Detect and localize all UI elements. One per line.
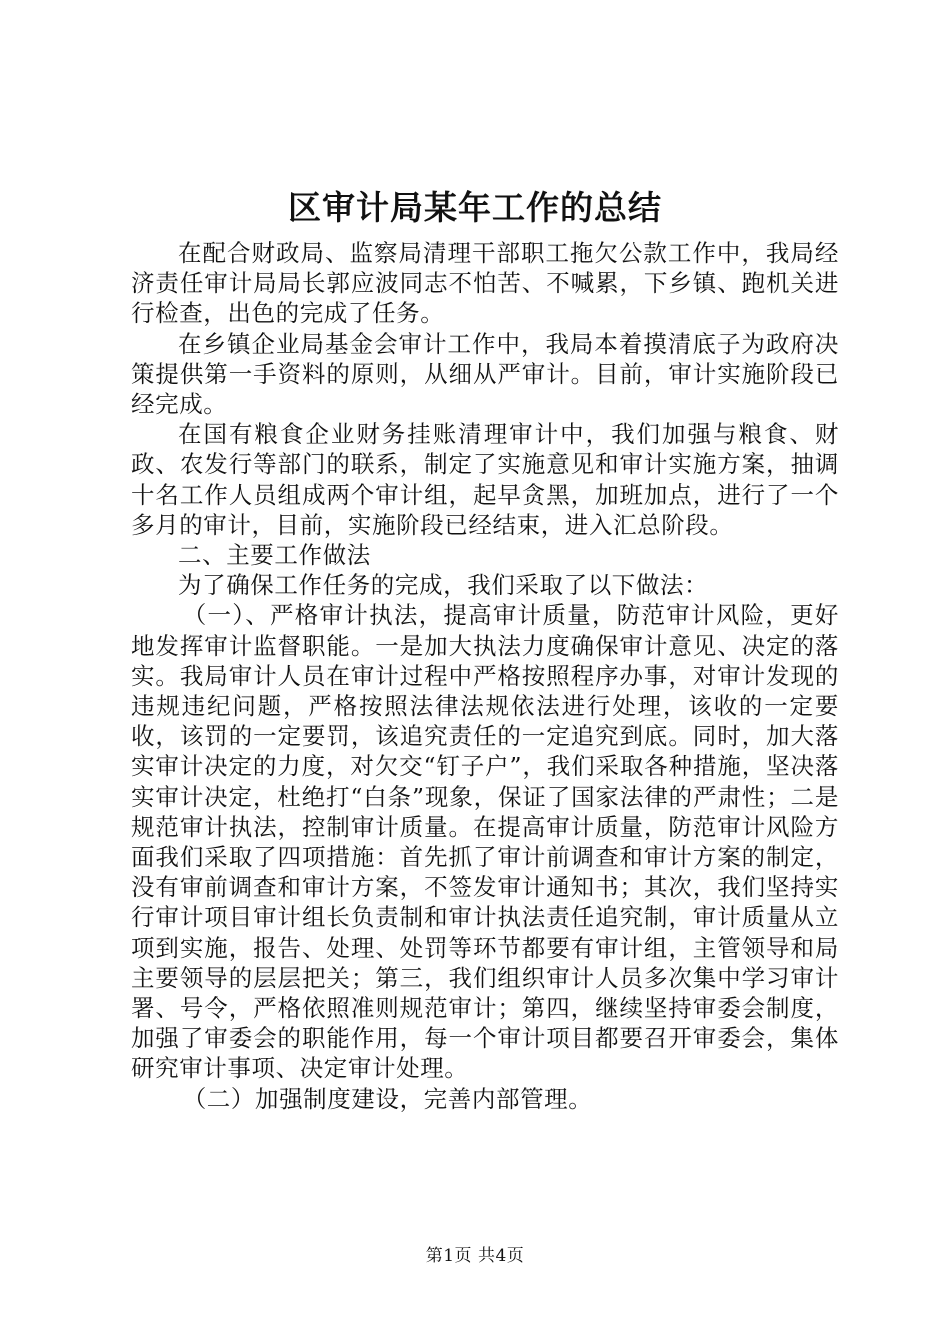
document-body xyxy=(131,238,839,1114)
section-heading: 二、主要工作做法 xyxy=(178,541,371,570)
paragraph: 在国有粮食企业财务挂账清理审计中，我们加强与粮食、财政、农发行等部门的联系，制定了实施意见和审计实施方案，抽调十名工作人员组成两个审计组，起早贪黑，加班加点，进行了一个多月的审计，目前，实施阶段已经结束，进入汇总阶段。 xyxy=(131,420,839,539)
page-number: 第1页 共4页 xyxy=(425,1246,525,1266)
document-title: 区审计局某年工作的总结 xyxy=(288,188,662,227)
paragraph: 在乡镇企业局基金会审计工作中，我局本着摸清底子为政府决策提供第一手资料的原则，从细从严审计。目前，审计实施阶段已经完成。 xyxy=(131,329,839,419)
paragraph: 在配合财政局、监察局清理干部职工拖欠公款工作中，我局经济责任审计局局长郭应波同志不怕苦、不喊累，下乡镇、跑机关进行检查，出色的完成了任务。 xyxy=(131,239,839,328)
paragraph: 为了确保工作任务的完成，我们采取了以下做法： xyxy=(178,571,709,600)
paragraph: （一）、严格审计执法，提高审计质量，防范审计风险，更好地发挥审计监督职能。一是加大执法力度确保审计意见、决定的落实。我局审计人员在审计过程中严格按照程序办事，对审计发现的违规违纪问题，严格按照法律法规依法进行处理，该收的一定要收，该罚的一定要罚，该追究责任的一定追究到底。同时，加大落实审计决定的力度，对欠交“钉子户”，我们采取各种措施，坚决落实审计决定，杜绝打“白条”现象，保证了国家法律的严肃性；二是规范审计执法，控制审计质量。在提高审计质量，防范审计风险方面我们采取了四项措施：首先抓了审计前调查和审计方案的制定，没有审前调查和审计方案，不签发审计通知书；其次，我们坚持实行审计项目审计组长负责制和审计执法责任追究制，审计质量从立项到实施，报告、处理、处罚等环节都要有审计组，主管领导和局主要领导的层层把关；第三，我们组织审计人员多次集中学习审计署、号令，严格依照准则规范审计；第四，继续坚持审委会制度，加强了审委会的职能作用，每一个审计项目都要召开审委会，集体研究审计事项、决定审计处理。 xyxy=(131,601,839,1083)
paragraph: （二）加强制度建设，完善内部管理。 xyxy=(182,1084,593,1113)
